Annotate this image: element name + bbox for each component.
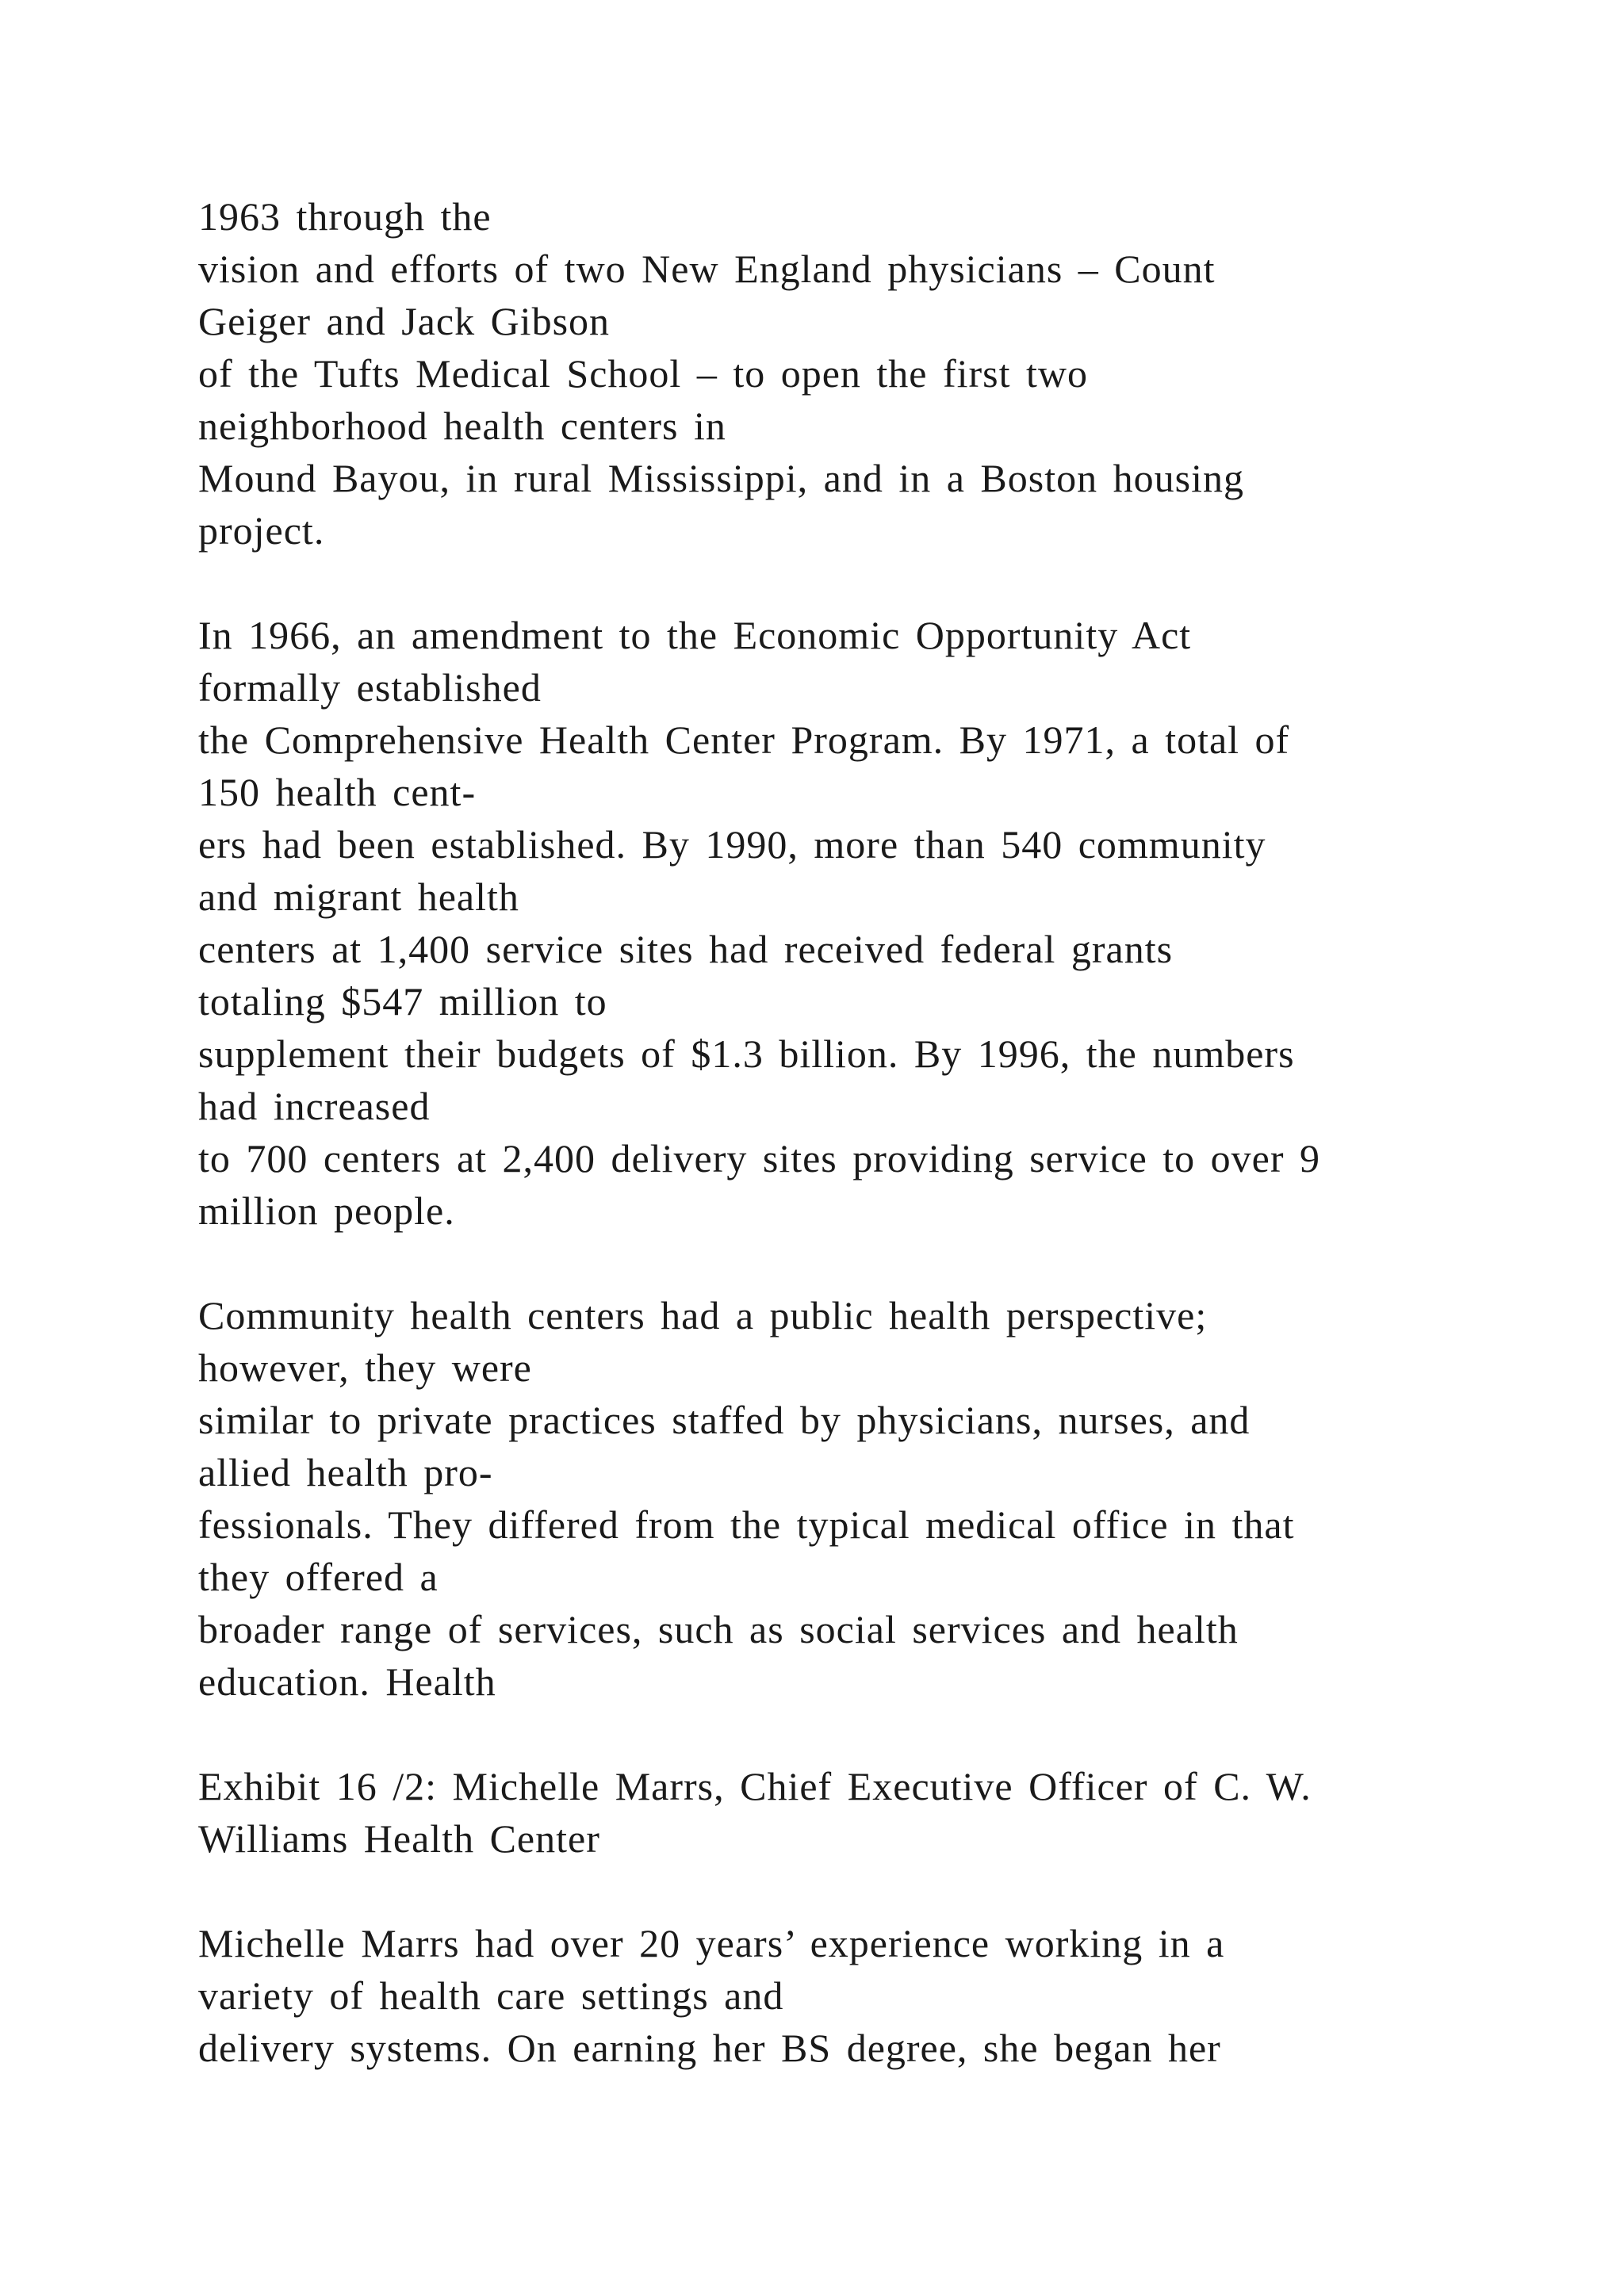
paragraph-1 — [198, 190, 1546, 557]
text-line: had increased — [198, 1084, 431, 1128]
text-line: ers had been established. By 1990, more than 540 community — [198, 822, 1266, 867]
text-line: broader range of services, such as social services and health — [198, 1607, 1239, 1651]
text-line: formally established — [198, 665, 542, 710]
paragraph-gap — [198, 1865, 1546, 1917]
paragraph-gap — [198, 557, 1546, 609]
text-line: they offered a — [198, 1555, 439, 1599]
text-line: million people. — [198, 1188, 455, 1233]
text-line: to 700 centers at 2,400 delivery sites providing service to over 9 — [198, 1136, 1321, 1181]
text-line: 150 health cent- — [198, 770, 477, 814]
paragraph-5 — [198, 1917, 1546, 2074]
text-line: totaling $547 million to — [198, 979, 607, 1024]
document-body — [198, 190, 1546, 2074]
text-line: In 1966, an amendment to the Economic Opportunity Act — [198, 613, 1192, 657]
text-line: project. — [198, 508, 325, 553]
text-line: however, they were — [198, 1345, 532, 1390]
paragraph-gap — [198, 1237, 1546, 1289]
text-line: Exhibit 16 /2: Michelle Marrs, Chief Executive Officer of C. W. — [198, 1764, 1312, 1808]
text-line: fessionals. They differed from the typical medical office in that — [198, 1502, 1295, 1547]
text-line: the Comprehensive Health Center Program. By 1971, a total of — [198, 718, 1290, 762]
text-line: neighborhood health centers in — [198, 404, 726, 448]
text-line: Geiger and Jack Gibson — [198, 299, 611, 343]
text-line: delivery systems. On earning her BS degree, she began her — [198, 2026, 1221, 2070]
exhibit-caption — [198, 1760, 1546, 1865]
text-line: Community health centers had a public health perspective; — [198, 1293, 1208, 1337]
text-line: Mound Bayou, in rural Mississippi, and in a Boston housing — [198, 456, 1244, 500]
text-line: variety of health care settings and — [198, 1973, 784, 2018]
text-line: similar to private practices staffed by physicians, nurses, and — [198, 1398, 1251, 1442]
paragraph-3 — [198, 1289, 1546, 1708]
paragraph-2 — [198, 609, 1546, 1237]
text-line: 1963 through the — [198, 194, 492, 239]
text-line: Williams Health Center — [198, 1816, 600, 1861]
text-line: and migrant health — [198, 874, 519, 919]
text-line: of the Tufts Medical School – to open the first two — [198, 351, 1089, 396]
text-line: vision and efforts of two New England physicians – Count — [198, 247, 1216, 291]
text-line: supplement their budgets of $1.3 billion. By 1996, the numbers — [198, 1031, 1295, 1076]
text-line: allied health pro- — [198, 1450, 493, 1494]
text-line: Michelle Marrs had over 20 years’ experience working in a — [198, 1921, 1225, 1965]
text-line: centers at 1,400 service sites had received federal grants — [198, 927, 1174, 971]
paragraph-gap — [198, 1708, 1546, 1760]
text-line: education. Health — [198, 1659, 496, 1704]
